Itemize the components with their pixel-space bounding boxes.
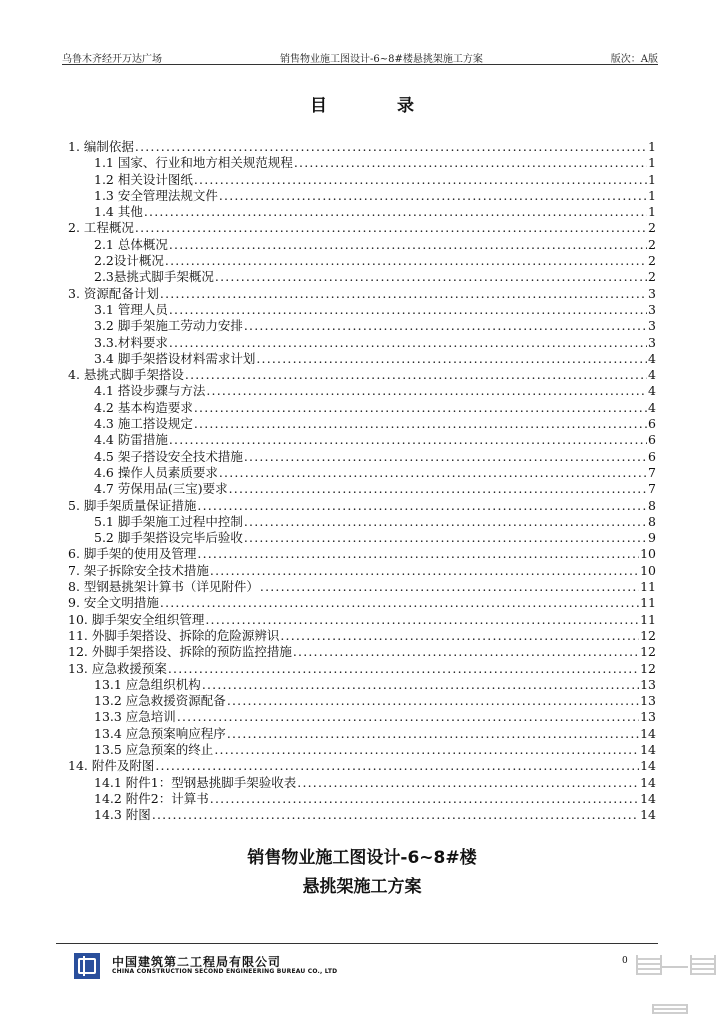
toc-entry-label: 13.4 应急预案响应程序 [94, 725, 226, 741]
toc-entry[interactable] [68, 563, 656, 579]
toc-entry-label: 13.2 应急救援资源配备 [94, 693, 226, 709]
toc-leader-dots [197, 546, 639, 562]
decorative-pattern-icon [652, 1004, 688, 1014]
toc-leader-dots [214, 742, 639, 758]
toc-entry-label: 4. 悬挑式脚手架搭设 [68, 367, 184, 383]
toc-entry-label: 11. 外脚手架搭设、拆除的危险源辨识 [68, 627, 280, 643]
toc-entry[interactable] [68, 693, 656, 709]
toc-entry-page: 13 [640, 709, 656, 725]
toc-leader-dots [244, 449, 647, 465]
decorative-line [662, 966, 688, 968]
toc-leader-dots [135, 139, 647, 155]
toc-leader-dots [168, 661, 639, 677]
toc-entry-label: 4.2 基本构造要求 [94, 399, 193, 415]
toc-entry-page: 7 [648, 464, 656, 480]
toc-leader-dots [135, 220, 647, 236]
toc-entry-label: 13.3 应急培训 [94, 709, 176, 725]
toc-leader-dots [205, 612, 639, 628]
document-title-line2: 悬挑架施工方案 [302, 877, 422, 897]
toc-entry-label: 2.2设计概况 [94, 253, 164, 269]
toc-leader-dots [194, 416, 647, 432]
toc-entry[interactable] [68, 579, 656, 595]
toc-entry-page: 13 [640, 693, 656, 709]
toc-leader-dots [165, 253, 647, 269]
toc-entry-page: 2 [648, 220, 656, 236]
toc-entry-page: 14 [640, 758, 656, 774]
toc-entry-label: 1.3 安全管理法规文件 [94, 187, 218, 203]
toc-entry[interactable] [68, 661, 656, 677]
toc-entry-label: 12. 外脚手架搭设、拆除的预防监控措施 [68, 644, 292, 660]
decorative-pattern-icon [690, 955, 716, 975]
toc-entry[interactable] [68, 514, 656, 530]
toc-entry-label: 5.2 脚手架搭设完毕后验收 [94, 530, 243, 546]
toc-entry-label: 2.1 总体概况 [94, 236, 168, 252]
toc-leader-dots [244, 530, 647, 546]
toc-entry-label: 14.2 附件2：计算书 [94, 790, 209, 806]
toc-entry-page: 2 [648, 253, 656, 269]
toc-entry-page: 4 [648, 383, 656, 399]
toc-entry[interactable] [68, 546, 656, 562]
toc-entry-page: 4 [648, 350, 656, 366]
toc-entry-page: 13 [640, 676, 656, 692]
toc-entry-page: 10 [640, 562, 656, 578]
toc-leader-dots [210, 563, 639, 579]
toc-entry-page: 2 [648, 269, 656, 285]
toc-entry[interactable] [68, 253, 656, 269]
toc-entry-label: 13.5 应急预案的终止 [94, 741, 214, 757]
toc-entry[interactable] [68, 791, 656, 807]
toc-leader-dots [229, 481, 647, 497]
toc-leader-dots [219, 465, 647, 481]
toc-leader-dots [227, 693, 639, 709]
toc-leader-dots [293, 644, 639, 660]
toc-entry[interactable] [68, 237, 656, 253]
toc-entry-page: 12 [640, 627, 656, 643]
toc-leader-dots [197, 498, 647, 514]
decorative-pattern-icon [636, 955, 662, 975]
toc-entry-label: 1. 编制依据 [68, 139, 134, 154]
toc-entry-label: 14.3 附图 [94, 807, 151, 823]
toc-entry[interactable] [68, 155, 656, 171]
page-number: 0 [622, 956, 628, 966]
toc-entry-label: 6. 脚手架的使用及管理 [68, 546, 197, 562]
header-project-name: 乌鲁木齐经开万达广场 [62, 54, 162, 65]
toc-entry-label: 10. 脚手架安全组织管理 [68, 611, 205, 627]
toc-leader-dots [194, 400, 647, 416]
toc-entry-label: 4.4 防雷措施 [94, 432, 168, 448]
toc-entry-label: 4.1 搭设步骤与方法 [94, 383, 206, 399]
document-title-line1: 销售物业施工图设计-6~8#楼 [247, 848, 477, 868]
toc-entry[interactable] [68, 498, 656, 514]
toc-entry-page: 6 [648, 416, 656, 432]
toc-entry-page: 14 [640, 774, 656, 790]
toc-entry-page: 1 [648, 171, 656, 187]
toc-leader-dots [215, 269, 647, 285]
toc-leader-dots [256, 351, 647, 367]
toc-entry-page: 4 [648, 367, 656, 383]
toc-entry-page: 14 [640, 807, 656, 823]
toc-entry[interactable] [68, 465, 656, 481]
toc-entry-label: 1.2 相关设计图纸 [94, 171, 193, 187]
toc-leader-dots [260, 579, 639, 595]
toc-entry-page: 6 [648, 448, 656, 464]
toc-entry-page: 11 [640, 595, 656, 611]
toc-entry-label: 1.4 其他 [94, 204, 143, 220]
toc-entry-label: 4.3 施工搭设规定 [94, 416, 193, 432]
toc-entry-page: 1 [648, 187, 656, 203]
toc-entry-label: 5.1 脚手架施工过程中控制 [94, 513, 243, 529]
toc-leader-dots [244, 514, 647, 530]
toc-entry[interactable] [68, 220, 656, 236]
toc-leader-dots [206, 383, 647, 399]
toc-leader-dots [169, 432, 647, 448]
toc-entry-label: 8. 型钢悬挑架计算书（详见附件） [68, 579, 259, 595]
toc-entry-label: 9. 安全文明措施 [68, 595, 159, 611]
toc-entry-label: 4.7 劳保用品(三宝)要求 [94, 481, 228, 497]
header-document-name: 销售物业施工图设计-6~8#楼悬挑架施工方案 [280, 54, 483, 65]
toc-leader-dots [202, 677, 639, 693]
toc-leader-dots [152, 807, 639, 823]
toc-entry-label: 3. 资源配备计划 [68, 285, 159, 301]
toc-leader-dots [169, 237, 647, 253]
toc-leader-dots [169, 302, 647, 318]
table-of-contents [68, 139, 656, 823]
toc-leader-dots [155, 758, 639, 774]
toc-leader-dots [244, 318, 647, 334]
toc-entry[interactable] [68, 742, 656, 758]
toc-leader-dots [185, 367, 647, 383]
toc-leader-dots [227, 726, 639, 742]
toc-entry-page: 12 [640, 644, 656, 660]
toc-leader-dots [160, 286, 647, 302]
toc-entry[interactable] [68, 628, 656, 644]
toc-entry[interactable] [68, 530, 656, 546]
toc-entry-label: 4.5 架子搭设安全技术措施 [94, 448, 243, 464]
toc-title-char-2: 录 [397, 96, 414, 116]
toc-entry-page: 11 [640, 611, 656, 627]
toc-entry-label: 5. 脚手架质量保证措施 [68, 497, 197, 513]
toc-entry-page: 11 [640, 579, 656, 595]
header-divider [62, 64, 658, 65]
toc-entry-label: 13.1 应急组织机构 [94, 676, 201, 692]
toc-title [0, 91, 724, 116]
toc-leader-dots [297, 775, 639, 791]
company-name-cn: 中国建筑第二工程局有限公司 [112, 955, 282, 969]
company-name-en: CHINA CONSTRUCTION SECOND ENGINEERING BUREAU CO., LTD [112, 968, 338, 975]
toc-leader-dots [280, 628, 639, 644]
toc-entry[interactable] [68, 449, 656, 465]
toc-entry[interactable] [68, 286, 656, 302]
toc-leader-dots [194, 172, 647, 188]
footer-divider [56, 943, 658, 944]
toc-entry-label: 3.3.材料要求 [94, 334, 168, 350]
toc-entry[interactable] [68, 400, 656, 416]
toc-entry[interactable] [68, 481, 656, 497]
toc-leader-dots [144, 204, 647, 220]
toc-entry-page: 3 [648, 334, 656, 350]
toc-entry-label: 4.6 操作人员素质要求 [94, 464, 218, 480]
toc-entry-page: 6 [648, 432, 656, 448]
toc-title-char-1: 目 [310, 96, 327, 116]
toc-entry-page: 14 [640, 725, 656, 741]
toc-leader-dots [219, 188, 647, 204]
toc-entry[interactable] [68, 318, 656, 334]
toc-entry[interactable] [68, 709, 656, 725]
toc-entry[interactable] [68, 726, 656, 742]
toc-entry[interactable] [68, 644, 656, 660]
toc-entry[interactable] [68, 172, 656, 188]
toc-entry-label: 3.2 脚手架施工劳动力安排 [94, 318, 243, 334]
toc-entry-page: 14 [640, 741, 656, 757]
toc-entry[interactable] [68, 383, 656, 399]
toc-entry-page: 14 [640, 790, 656, 806]
toc-entry[interactable] [68, 807, 656, 823]
toc-entry-page: 3 [648, 318, 656, 334]
toc-entry[interactable] [68, 775, 656, 791]
toc-entry-label: 7. 架子拆除安全技术措施 [68, 562, 209, 578]
toc-entry-label: 3.1 管理人员 [94, 301, 168, 317]
toc-entry-page: 7 [648, 481, 656, 497]
toc-entry-page: 1 [648, 139, 656, 154]
header-version: 版次：A版 [610, 54, 658, 65]
toc-entry-page: 10 [640, 546, 656, 562]
toc-entry-page: 8 [648, 513, 656, 529]
company-logo-icon [74, 953, 100, 979]
toc-entry-page: 8 [648, 497, 656, 513]
toc-entry[interactable] [68, 612, 656, 628]
toc-entry-page: 1 [648, 204, 656, 220]
toc-entry-page: 2 [648, 236, 656, 252]
toc-entry-page: 4 [648, 399, 656, 415]
toc-leader-dots [169, 335, 647, 351]
toc-entry-page: 9 [648, 530, 656, 546]
toc-leader-dots [177, 709, 639, 725]
toc-entry[interactable] [68, 595, 656, 611]
toc-entry-label: 2.3悬挑式脚手架概况 [94, 269, 214, 285]
toc-entry[interactable] [68, 351, 656, 367]
toc-entry[interactable] [68, 432, 656, 448]
toc-entry-page: 1 [648, 155, 656, 171]
toc-entry-label: 1.1 国家、行业和地方相关规范规程 [94, 155, 293, 171]
toc-leader-dots [294, 155, 647, 171]
toc-entry-page: 12 [640, 660, 656, 676]
toc-entry-page: 3 [648, 301, 656, 317]
toc-entry[interactable] [68, 204, 656, 220]
toc-entry[interactable] [68, 188, 656, 204]
toc-entry[interactable] [68, 302, 656, 318]
toc-entry[interactable] [68, 416, 656, 432]
toc-leader-dots [160, 595, 639, 611]
toc-entry[interactable] [68, 367, 656, 383]
toc-entry-page: 3 [648, 285, 656, 301]
toc-entry[interactable] [68, 269, 656, 285]
toc-entry-label: 2. 工程概况 [68, 220, 134, 236]
toc-entry-label: 13. 应急救援预案 [68, 660, 167, 676]
toc-entry-label: 3.4 脚手架搭设材料需求计划 [94, 350, 256, 366]
toc-entry[interactable] [68, 758, 656, 774]
toc-entry[interactable] [68, 335, 656, 351]
toc-entry-label: 14.1 附件1：型钢悬挑脚手架验收表 [94, 774, 297, 790]
toc-entry[interactable] [68, 677, 656, 693]
toc-leader-dots [210, 791, 639, 807]
toc-entry[interactable] [68, 139, 656, 155]
toc-entry-label: 14. 附件及附图 [68, 758, 155, 774]
